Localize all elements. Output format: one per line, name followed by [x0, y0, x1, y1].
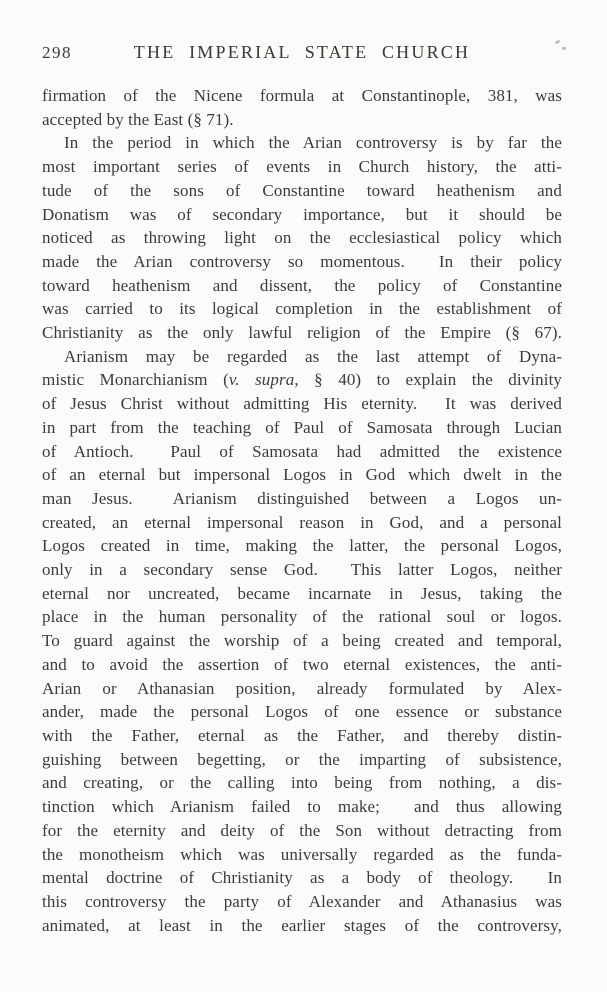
text-line: eternal nor uncreated, became incarnate in Jesus, taking the [42, 583, 562, 603]
paragraph [42, 345, 562, 938]
paragraph [42, 84, 562, 131]
text-line: made the Arian controversy so momentous. In their policy [42, 251, 562, 271]
text-line: was carried to its logical completion in the establishment of [42, 299, 562, 319]
text-line: Logos created in time, making the latter, the personal Logos, [42, 536, 562, 556]
text-line: man Jesus. Arianism distinguished between a Logos un- [42, 488, 562, 508]
paragraph [42, 131, 562, 344]
text-line: of an eternal but impersonal Logos in God which dwelt in the [42, 465, 562, 485]
text-line: Christianity as the only lawful religion of the Empire (§ 67). [42, 323, 562, 343]
text-line: of Antioch. Paul of Samosata had admitted the existence [42, 441, 562, 461]
scan-artifact [562, 47, 566, 50]
text-line: for the eternity and deity of the Son without detracting from [42, 820, 562, 840]
text-line: Arian or Athanasian position, already formulated by Alex- [42, 678, 562, 698]
text-line: the monotheism which was universally regarded as the funda- [42, 844, 562, 864]
text-line: of Jesus Christ without admitting His eternity. It was derived [42, 394, 562, 414]
text-line: in part from the teaching of Paul of Samosata through Lucian [42, 417, 562, 437]
text-line: guishing between begetting, or the imparting of subsistence, [42, 749, 562, 769]
text-line: only in a secondary sense God. This latter Logos, neither [42, 560, 562, 580]
text-line: firmation of the Nicene formula at Constantinople, 381, was [42, 86, 562, 105]
text-line: most important series of events in Church history, the atti- [42, 157, 562, 177]
text-line: accepted by the East (§ 71). [42, 109, 234, 129]
text-line: noticed as throwing light on the ecclesiastical policy which [42, 228, 562, 248]
page-body [42, 84, 562, 937]
text-line: with the Father, eternal as the Father, and thereby distin- [42, 725, 562, 745]
page-number: 298 [42, 43, 72, 62]
running-title: THE IMPERIAL STATE CHURCH [133, 42, 471, 62]
text-line: and to avoid the assertion of two eternal existences, the anti- [42, 654, 562, 674]
text-line: mistic Monarchianism (v. supra, § 40) to explain the divinity [42, 370, 562, 390]
text-line: tude of the sons of Constantine toward heathenism and [42, 180, 562, 200]
text-line: and creating, or the calling into being from nothing, a dis- [42, 773, 562, 793]
text-line: ander, made the personal Logos of one essence or substance [42, 702, 562, 722]
text-line: In the period in which the Arian controversy is by far the [64, 133, 562, 153]
text-line: Arianism may be regarded as the last attempt of Dyna- [64, 346, 562, 366]
text-line: Donatism was of secondary importance, but it should be [42, 204, 562, 224]
text-line: To guard against the worship of a being created and temporal, [42, 631, 562, 651]
text-line: this controversy the party of Alexander and Athanasius was [42, 891, 562, 911]
text-line: tinction which Arianism failed to make; and thus allowing [42, 797, 562, 817]
text-line: place in the human personality of the rational soul or logos. [42, 607, 562, 627]
text-line: created, an eternal impersonal reason in God, and a personal [42, 512, 562, 532]
text-line: animated, at least in the earlier stages of the controversy, [42, 915, 562, 935]
page-header [42, 42, 562, 66]
text-line: toward heathenism and dissent, the policy of Constantine [42, 275, 562, 295]
text-line: mental doctrine of Christianity as a body of theology. In [42, 868, 562, 888]
